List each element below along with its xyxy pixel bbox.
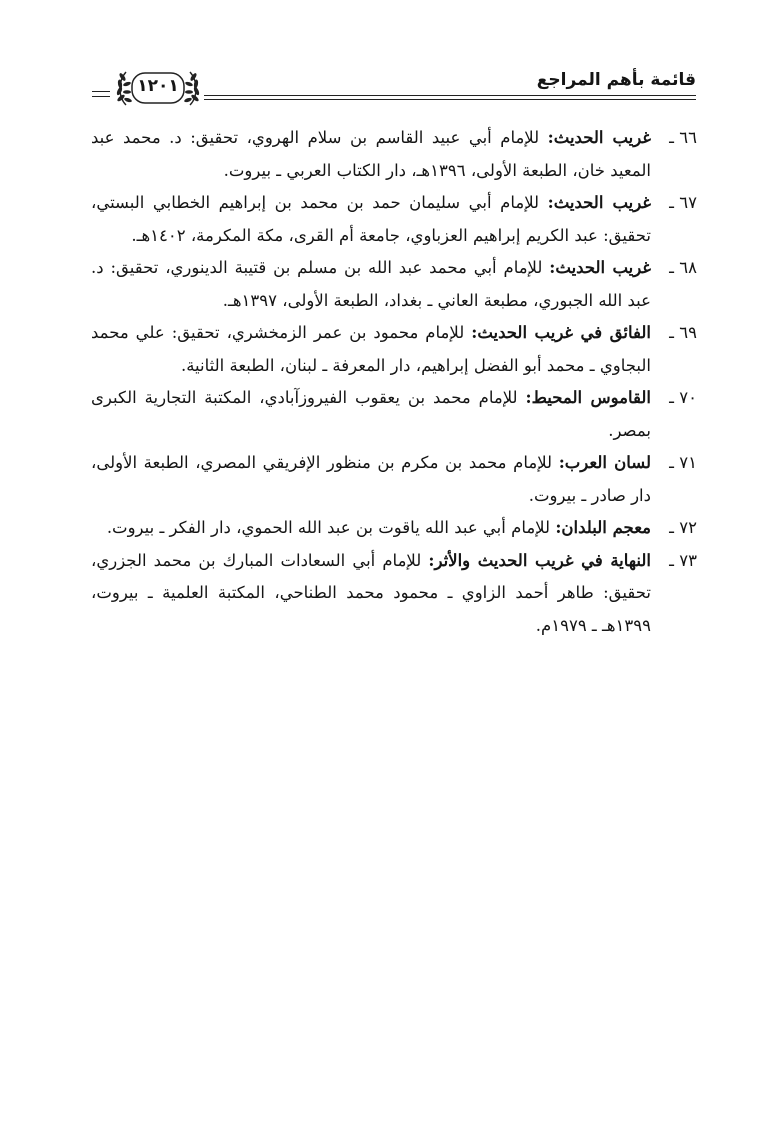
reference-entry	[91, 447, 697, 512]
entry-title: لسان العرب:	[558, 453, 651, 472]
entry-number: ٧٣ ـ	[669, 550, 697, 570]
entry-title: غريب الحديث:	[549, 258, 651, 277]
entry-number: ٧٠ ـ	[669, 388, 697, 407]
reference-entry	[91, 545, 697, 643]
entry-text: للإمام أبي السعادات المبارك بن محمد الجزري، تحقيق: طاهر أحمد الزاوي ـ محمود محمد الطناحي، المكتبة العلمية ـ بيروت، ١٣٩٩هـ ـ ١٩٧٩م.	[91, 550, 651, 635]
entry-number: ٦٩ ـ	[669, 323, 697, 342]
entry-number: ٦٧ ـ	[669, 193, 697, 212]
header-rule-left	[92, 91, 110, 92]
header-rule	[204, 95, 696, 96]
entry-title: النهاية في غريب الحديث والأثر:	[428, 550, 651, 570]
entry-title: غريب الحديث:	[547, 128, 651, 147]
entry-title: القاموس المحيط:	[525, 388, 651, 407]
header-rule-left	[92, 96, 110, 97]
entry-title: غريب الحديث:	[547, 193, 651, 212]
entry-text: للإمام أبي محمد عبد الله بن مسلم بن قتيبة الدينوري، تحقيق: د. عبد الله الجبوري، مطبعة العاني ـ بغداد، الطبعة الأولى، ١٣٩٧هـ.	[91, 258, 651, 310]
entry-number: ٧١ ـ	[669, 453, 697, 472]
reference-entry	[91, 122, 697, 187]
reference-entry	[91, 252, 697, 317]
reference-entry	[91, 317, 697, 382]
header-title: قائمة بأهم المراجع	[536, 70, 696, 90]
entry-number: ٦٨ ـ	[669, 258, 697, 277]
entry-text: للإمام أبي عبيد القاسم بن سلام الهروي، تحقيق: د. محمد عبد المعيد خان، الطبعة الأولى، ١٣٩٦هـ، دار الكتاب العربي ـ بيروت.	[91, 128, 651, 180]
reference-list	[91, 122, 697, 642]
entry-title: معجم البلدان:	[555, 518, 651, 537]
running-header	[92, 62, 696, 110]
reference-entry	[91, 187, 697, 252]
page-number-ornament	[112, 67, 204, 109]
header-rule	[204, 99, 696, 100]
entry-text: للإمام محمد بن يعقوب الفيروزآبادي، المكتبة التجارية الكبرى بمصر.	[91, 388, 651, 440]
entry-text: للإمام محمود بن عمر الزمخشري، تحقيق: علي محمد البجاوي ـ محمد أبو الفضل إبراهيم، دار المعرفة ـ لبنان، الطبعة الثانية.	[91, 323, 651, 375]
entry-title: الفائق في غريب الحديث:	[471, 323, 651, 342]
entry-text: للإمام أبي سليمان حمد بن محمد بن إبراهيم الخطابي البستي، تحقيق: عبد الكريم إبراهيم العزباوي، جامعة أم القرى، مكة المكرمة، ١٤٠٢هـ.	[91, 193, 651, 245]
page-number: ١٢٠١	[137, 76, 179, 96]
reference-entry	[91, 382, 697, 447]
entry-text: للإمام محمد بن مكرم بن منظور الإفريقي المصري، الطبعة الأولى، دار صادر ـ بيروت.	[91, 453, 651, 505]
reference-entry	[91, 512, 697, 545]
entry-number: ٦٦ ـ	[669, 128, 697, 147]
entry-number: ٧٢ ـ	[669, 518, 697, 537]
entry-text: للإمام أبي عبد الله ياقوت بن عبد الله الحموي، دار الفكر ـ بيروت.	[106, 518, 556, 537]
